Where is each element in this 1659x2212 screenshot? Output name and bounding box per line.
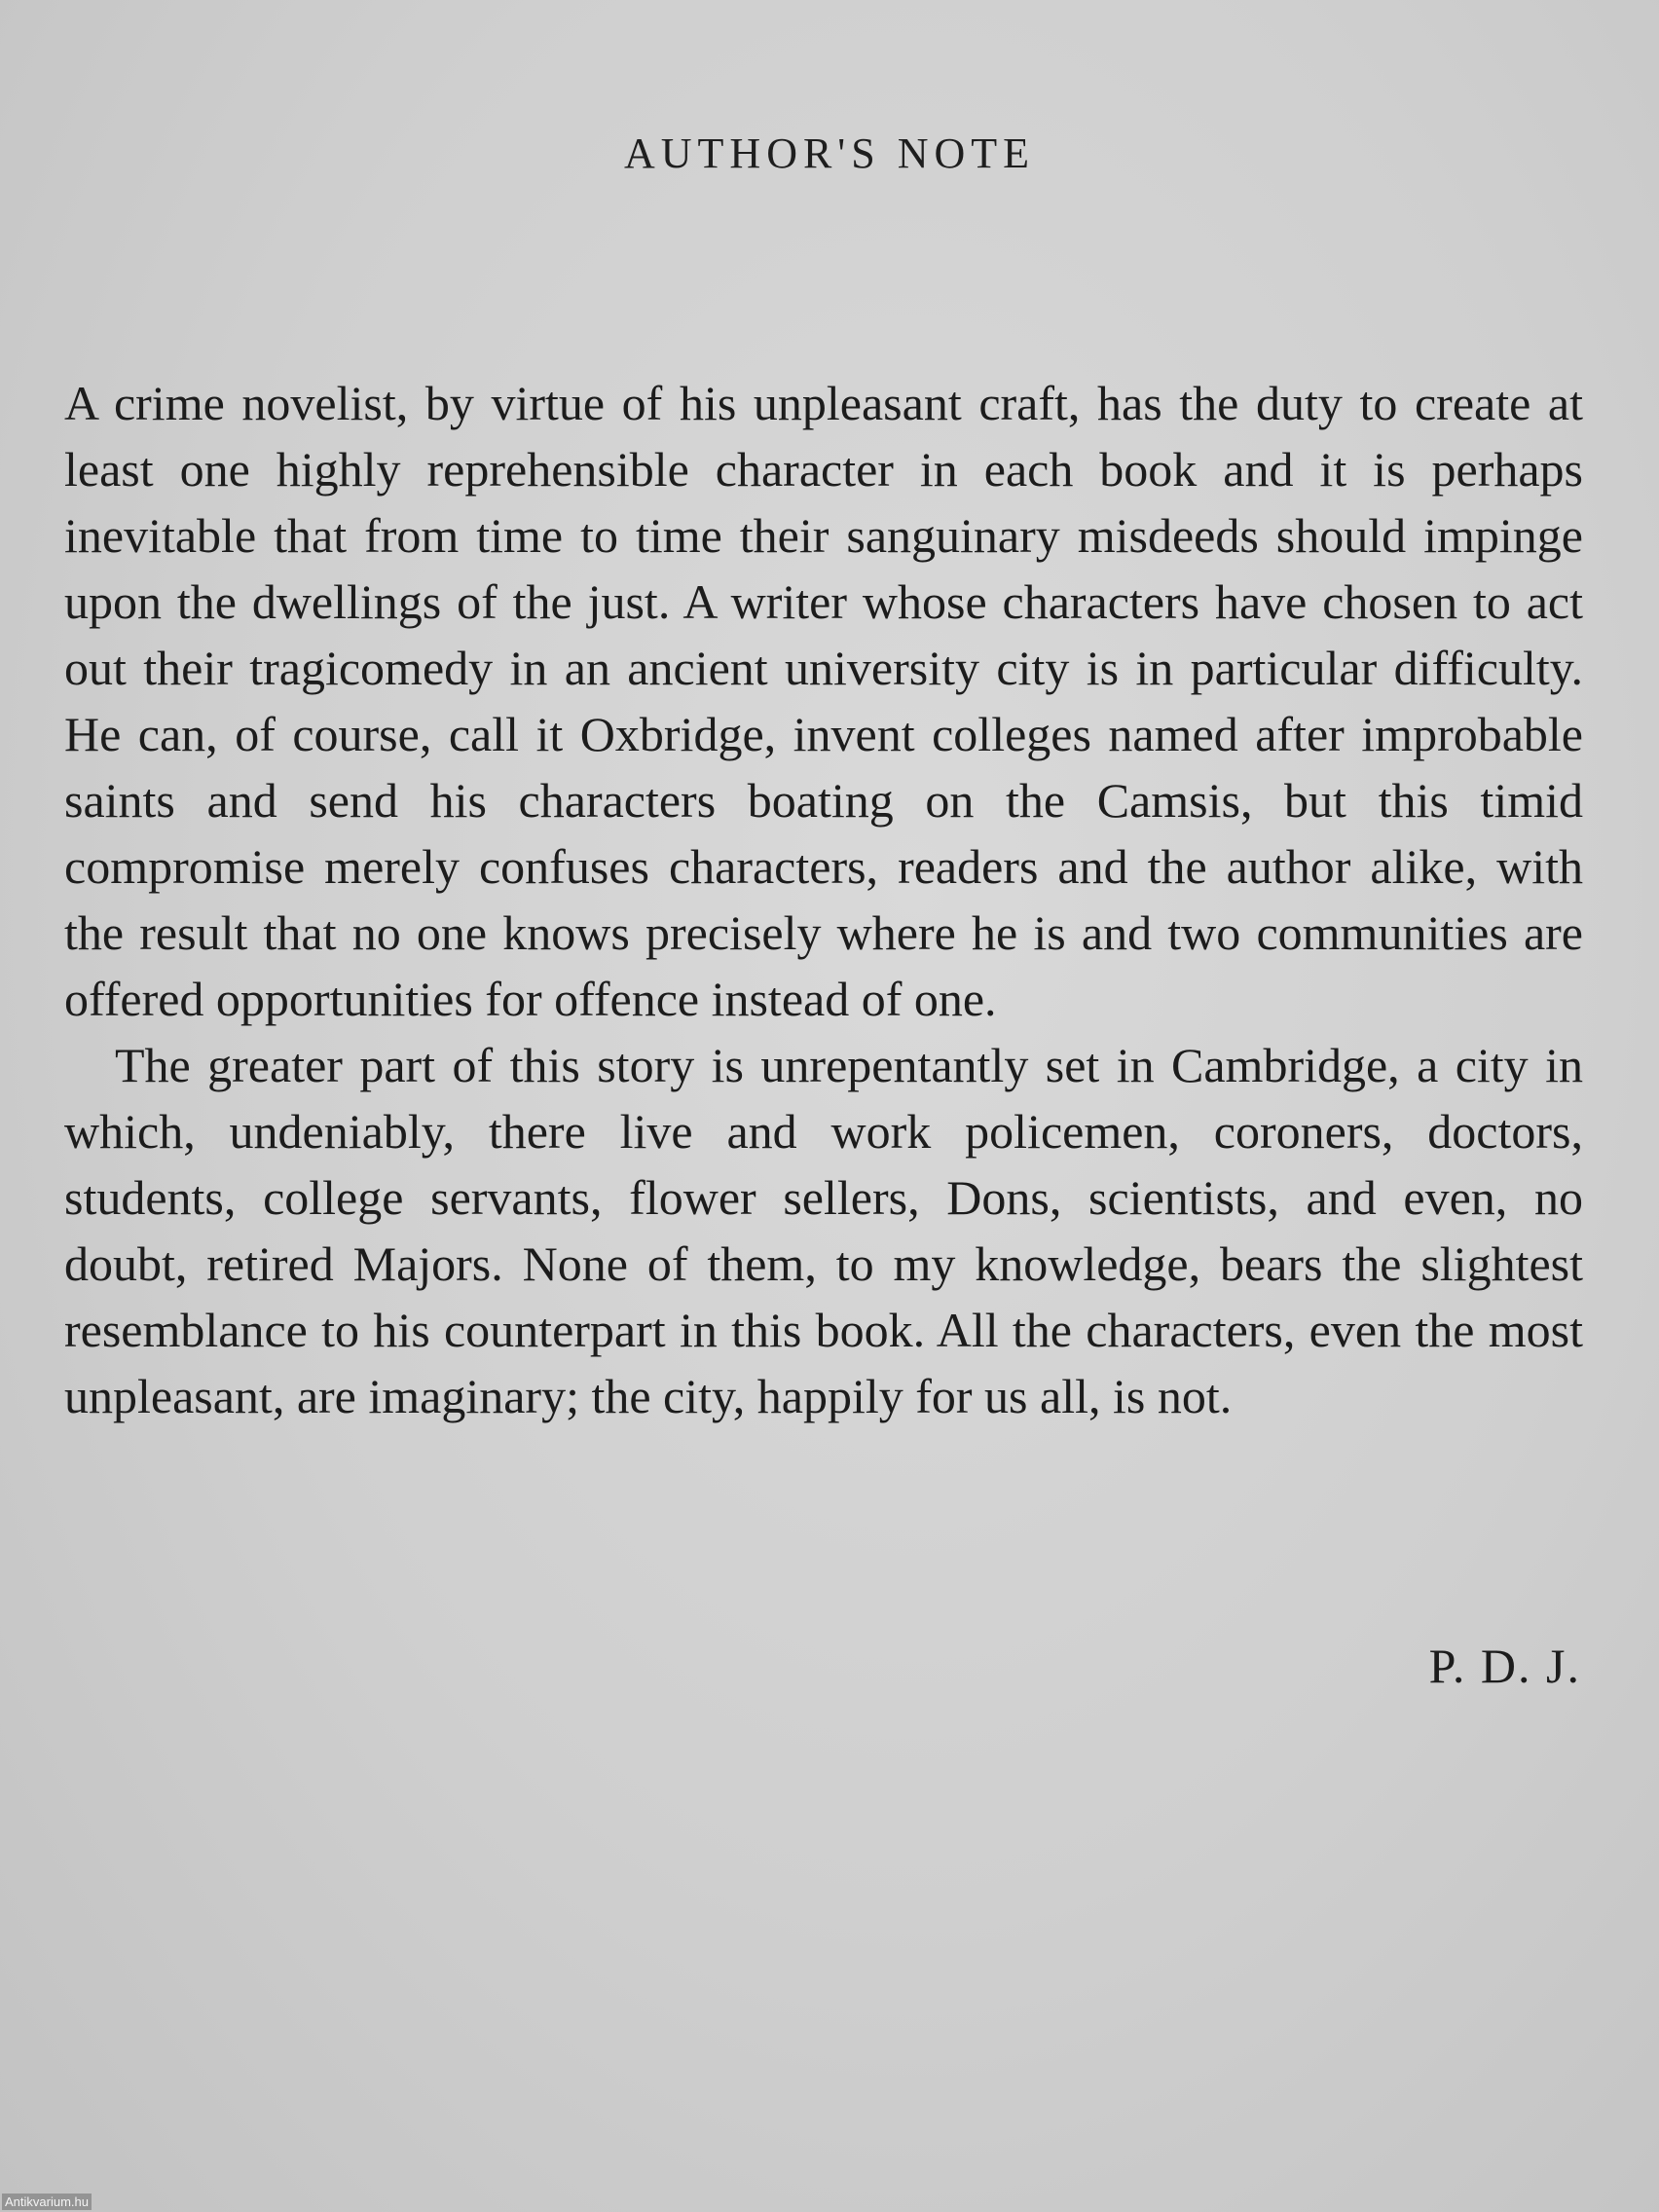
page-heading: AUTHOR'S NOTE (623, 129, 1036, 177)
paragraph-1: A crime novelist, by virtue of his unpleasant craft, has the duty to create at least one highly reprehensible character in each book and it is perhaps inevitable that from time to time their sanguinary misdeeds should impinge upon the dwellings of the just. A writer whose characters have chosen to act out their tragicomedy in an ancient university city is in particular difficulty. He can, of course, call it Oxbridge, invent colleges named after improbable saints and send his characters boating on the Camsis, but this timid compromise merely confuses characters, readers and the author alike, with the result that no one knows precisely where he is and two communities are offered opportunities for offence instead of one. (64, 376, 1583, 1026)
watermark: Antikvarium.hu (2, 2194, 92, 2210)
paragraph-2: The greater part of this story is unrepentantly set in Cambridge, a city in which, undeniably, there live and work policemen, coroners, doctors, students, college servants, flower sellers, Dons, scientists, and even, no doubt, retired Majors. None of them, to my knowledge, bears the slightest resemblance to his counterpart in this book. All the characters, even the most unpleasant, are imaginary; the city, happily for us all, is not. (64, 1038, 1583, 1423)
author-initials: P. D. J. (1428, 1639, 1581, 1693)
note-body (64, 370, 1583, 1429)
